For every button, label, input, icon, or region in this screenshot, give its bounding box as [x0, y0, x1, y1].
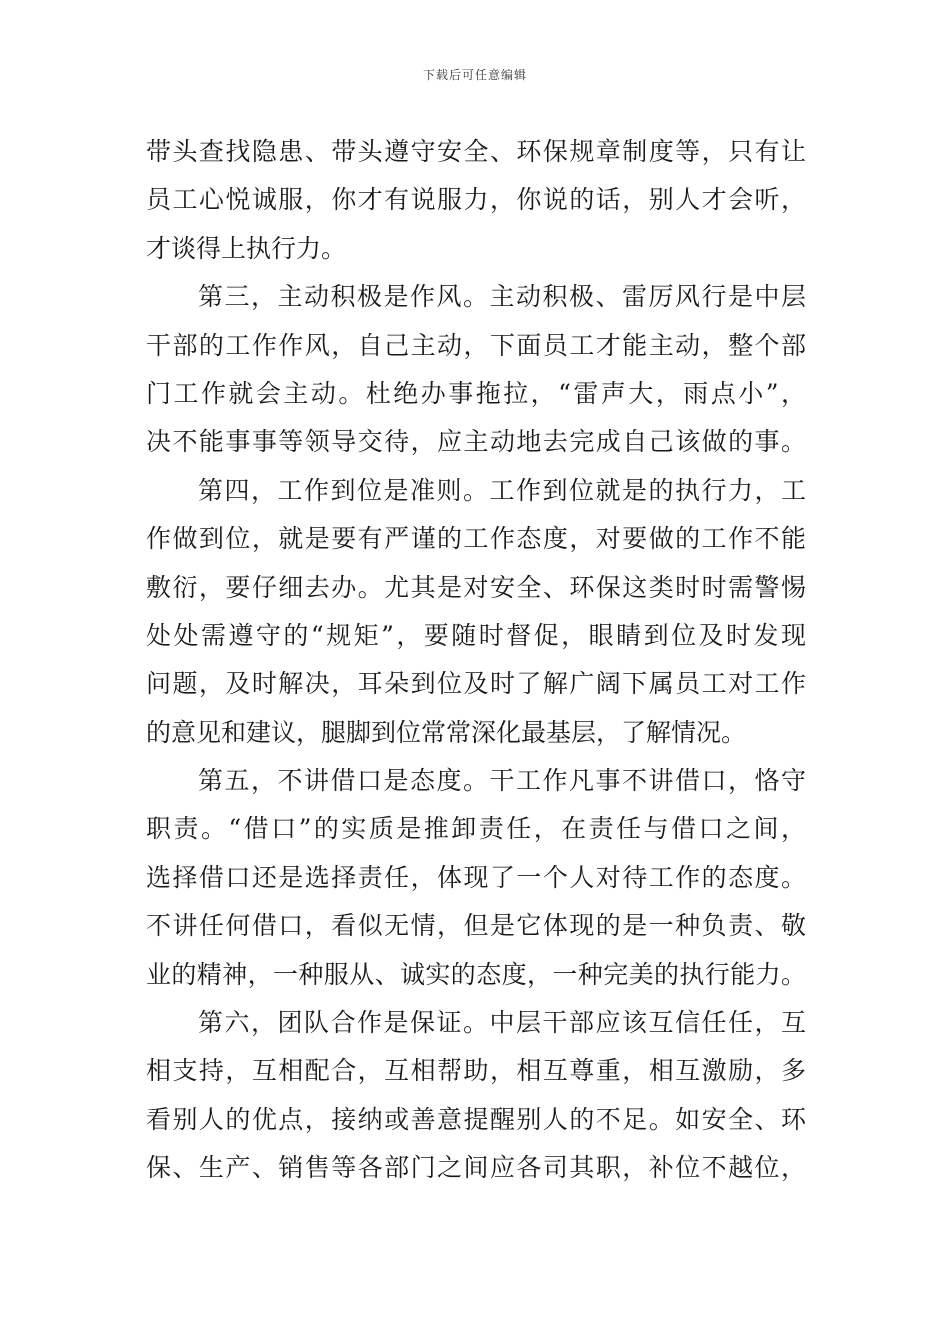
text-line: 带头查找隐患、带头遵守安全、环保规章制度等，只有让 [146, 137, 806, 166]
text-line: 看别人的优点，接纳或善意提醒别人的不足。如安全、环 [146, 1104, 806, 1134]
text-line: 才谈得上执行力。 [146, 233, 347, 263]
text-line: 门工作就会主动。杜绝办事拖拉，“雷声大，雨点小”， [146, 378, 806, 408]
text-line: 保、生产、销售等各部门之间应各司其职，补位不越位， [146, 1153, 806, 1183]
text-line: 干部的工作作风，自己主动，下面员工才能主动，整个部 [146, 330, 806, 360]
page-header: 下载后可任意编辑 [422, 68, 527, 82]
text-line: 选择借口还是选择责任，体现了一个人对待工作的态度。 [146, 862, 806, 892]
document-body [146, 128, 806, 1193]
text-line: 的意见和建议，腿脚到位常常深化最基层，了解情况。 [146, 717, 747, 747]
text-line: 决不能事事等领导交待，应主动地去完成自己该做的事。 [146, 427, 806, 457]
text-line: 处处需遵守的“规矩”，要随时督促，眼睛到位及时发现 [146, 620, 806, 650]
text-line: 业的精神，一种服从、诚实的态度，一种完美的执行能力。 [146, 959, 806, 989]
text-line: 不讲任何借口，看似无情，但是它体现的是一种负责、敬 [146, 911, 806, 941]
paragraph-first-line: 第五，不讲借口是态度。干工作凡事不讲借口，恪守 [198, 766, 806, 796]
paragraph-first-line: 第六，团队合作是保证。中层干部应该互信任任，互 [198, 1008, 806, 1038]
text-line: 员工心悦诚服，你才有说服力，你说的话，别人才会听， [146, 185, 806, 215]
text-line: 职责。“借口”的实质是推卸责任，在责任与借口之间， [146, 814, 806, 844]
text-line: 相支持，互相配合，互相帮助，相互尊重，相互激励，多 [146, 1056, 806, 1086]
text-line: 作做到位，就是要有严谨的工作态度，对要做的工作不能 [146, 524, 806, 554]
paragraph-first-line: 第三，主动积极是作风。主动积极、雷厉风行是中层 [198, 282, 806, 312]
text-line: 问题，及时解决，耳朵到位及时了解广阔下属员工对工作 [146, 669, 806, 699]
paragraph-first-line: 第四，工作到位是准则。工作到位就是的执行力，工 [198, 475, 806, 505]
text-line: 敷衍，要仔细去办。尤其是对安全、环保这类时时需警惕 [146, 572, 806, 602]
